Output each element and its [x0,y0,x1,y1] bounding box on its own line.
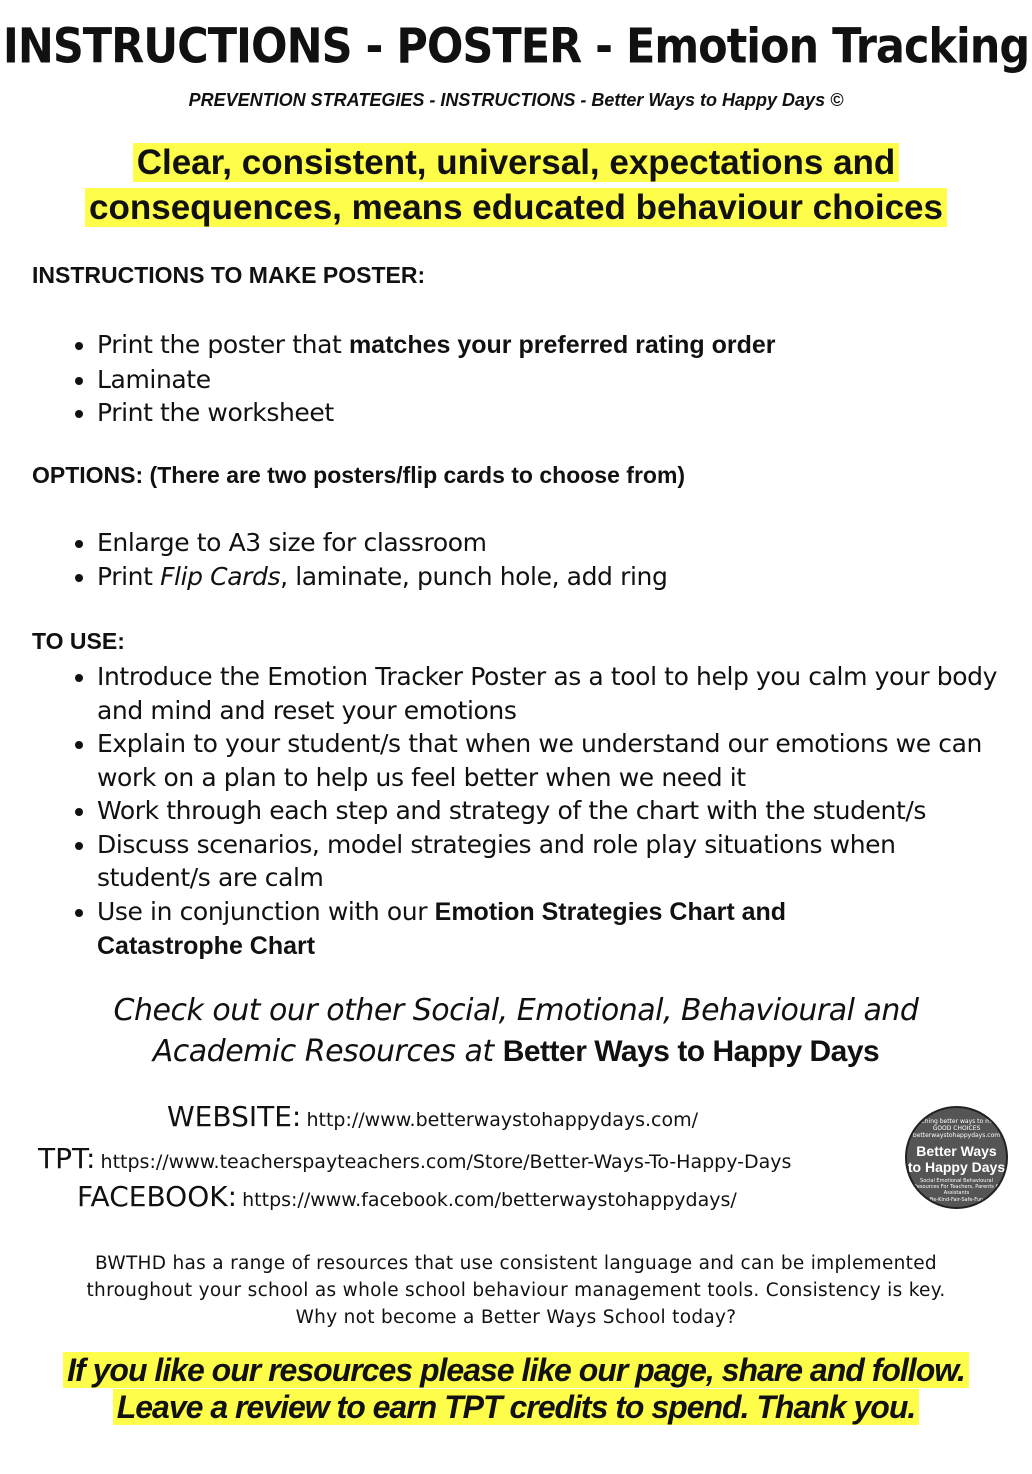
website-label: WEBSITE: [167,1100,302,1133]
promo-text [0,990,1032,1072]
list-item [97,328,1032,363]
website-line [167,1100,698,1133]
list-item: • Work through each step and strategy of the chart with the student/s [97,794,1032,828]
footer-line-1: If you like our resources please like our page, share and follow. [63,1352,969,1388]
tpt-label: TPT: [38,1142,96,1175]
list-item: • Enlarge to A3 size for classroom [97,526,1032,560]
item-bold-text: matches your preferred rating order [348,331,776,359]
promo-line-1: Check out our other Social, Emotional, Behavioural and [113,993,919,1028]
item-text: Print the poster that [97,330,349,359]
item-text: Use in conjunction with our [97,896,435,926]
list-item [97,560,1032,594]
banner-line-2: consequences, means educated behaviour choices [85,188,947,227]
logo-line-1: Better Ways [916,1143,997,1159]
footer-callout [0,1352,1032,1426]
item-italic-text: Flip Cards [160,561,281,591]
brand-logo [905,1106,1008,1209]
tpt-line [38,1142,791,1175]
list-item: • Print the worksheet [97,396,1032,430]
footer-line-2: Leave a review to earn TPT credits to spend. Thank you. [113,1389,920,1425]
logo-bottom-text: Social Emotional Behavioural Resources For Teachers, Parents & Assistants [913,1178,1000,1196]
bwthd-line-2: throughout your school as whole school behaviour management tools. Consistency is key. [86,1280,946,1301]
bwthd-line-3: Why not become a Better Ways School today? [295,1307,737,1328]
tpt-link[interactable]: https://www.teacherspayteachers.com/Store/Better-Ways-To-Happy-Days [100,1151,792,1173]
page-subtitle: PREVENTION STRATEGIES - INSTRUCTIONS - Better Ways to Happy Days © [188,90,844,110]
promo-line-2: Academic Resources at [152,1034,503,1069]
facebook-label: FACEBOOK: [77,1180,238,1213]
facebook-link[interactable]: https://www.facebook.com/betterwaystohappydays/ [242,1189,737,1211]
make-poster-list [62,328,1032,430]
bwthd-note [0,1250,1032,1331]
list-item: • Explain to your student/s that when we understand our emotions we can work on a plan to help us feel better when we need it [97,727,1032,794]
to-use-list [62,660,1032,964]
item-text: Print [97,561,161,591]
list-item: • Introduce the Emotion Tracker Poster as a tool to help you calm your body and mind and reset your emotions [97,660,1032,727]
options-heading: OPTIONS: (There are two posters/flip cards to choose from) [32,462,686,488]
list-item [97,895,1032,964]
logo-top-text: Teaching better ways to make GOOD CHOICES betterwaystohappydays.com [911,1118,1002,1139]
logo-line-2: to Happy Days [907,1159,1006,1175]
to-use-heading: TO USE: [32,628,125,654]
options-list [62,526,1032,593]
make-poster-heading: INSTRUCTIONS TO MAKE POSTER: [32,262,426,288]
banner-line-1: Clear, consistent, universal, expectations and [133,143,900,182]
item-text: , laminate, punch hole, add ring [280,561,668,591]
promo-brand: Better Ways to Happy Days [502,1035,880,1068]
list-item: • Laminate [97,363,1032,397]
logo-motto: Be-Kind-Fair-Safe-Fun [929,1197,984,1203]
website-link[interactable]: http://www.betterwaystohappydays.com/ [306,1109,699,1131]
list-item: • Discuss scenarios, model strategies and role play situations when student/s are calm [97,828,1032,895]
item-bold-text: Emotion Strategies Chart and Catastrophe Chart [97,897,787,960]
highlight-banner [0,140,1032,230]
bwthd-line-1: BWTHD has a range of resources that use consistent language and can be implemented [95,1253,937,1274]
facebook-line [77,1180,737,1213]
page-title: INSTRUCTIONS - POSTER - Emotion Tracking [2,19,1030,75]
